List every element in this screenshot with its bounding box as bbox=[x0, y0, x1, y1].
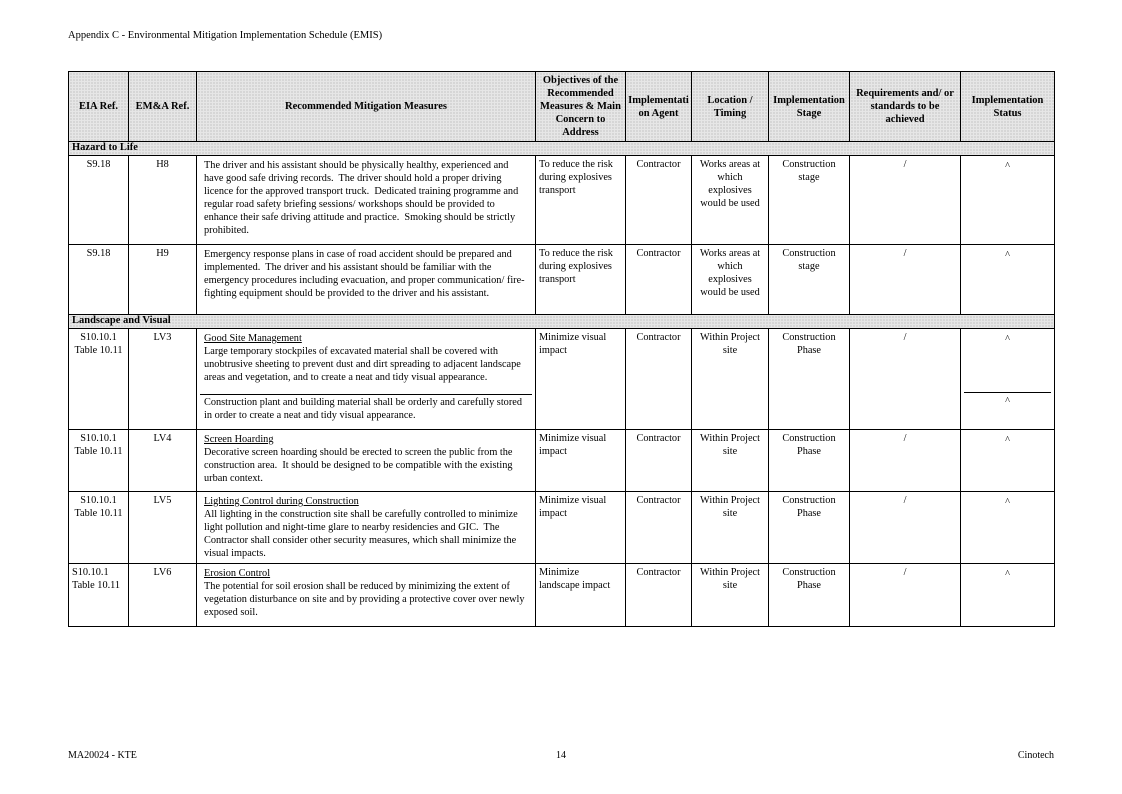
status-mark: ^ bbox=[1005, 396, 1010, 407]
appendix-title: Appendix C - Environmental Mitigation Implementation Schedule (EMIS) bbox=[68, 30, 383, 41]
cell-objectives: Minimize visual impact bbox=[536, 430, 626, 492]
table-row bbox=[69, 430, 1055, 492]
col-header-mitigation-measures: Recommended Mitigation Measures bbox=[197, 72, 536, 142]
cell-implementation-agent: Contractor bbox=[626, 492, 692, 564]
cell-implementation-status bbox=[961, 245, 1055, 315]
footer-project-ref: MA20024 - KTE bbox=[68, 750, 137, 761]
cell-mitigation-measures bbox=[197, 430, 536, 492]
cell-location-timing: Within Project site bbox=[692, 329, 769, 430]
measure-text: Construction plant and building material shall be orderly and carefully stored in order to create a neat and tidy visual appearance. bbox=[204, 397, 525, 421]
measure-item bbox=[200, 566, 532, 619]
measure-item bbox=[200, 494, 532, 560]
col-header-eia-ref: EIA Ref. bbox=[69, 72, 129, 142]
measure-text: Decorative screen hoarding should be erected to screen the public from the construction area. It should be designed to be compatible with the existing urban context. bbox=[204, 447, 516, 484]
cell-objectives: Minimize landscape impact bbox=[536, 564, 626, 627]
status-mark: ^ bbox=[1005, 569, 1010, 580]
measure-heading: Screen Hoarding bbox=[204, 434, 274, 445]
measure-heading: Lighting Control during Construction bbox=[204, 496, 359, 507]
cell-objectives: To reduce the risk during explosives transport bbox=[536, 156, 626, 245]
cell-requirements: / bbox=[850, 156, 961, 245]
measure-item bbox=[200, 247, 532, 300]
cell-implementation-agent: Contractor bbox=[626, 329, 692, 430]
cell-implementation-stage: Construction Phase bbox=[769, 430, 850, 492]
col-header-implementation-stage: Implementation Stage bbox=[769, 72, 850, 142]
status-mark: ^ bbox=[1005, 161, 1010, 172]
cell-implementation-status bbox=[961, 329, 1055, 430]
measure-text: All lighting in the construction site shall be carefully controlled to minimize light pollution and night-time glare to nearby residencies and GIC. The Contractor shall consider other security measures, which shall minimize the visual impacts. bbox=[204, 509, 521, 559]
cell-location-timing: Within Project site bbox=[692, 564, 769, 627]
cell-implementation-stage: Construction stage bbox=[769, 245, 850, 315]
table-row bbox=[69, 492, 1055, 564]
section-title: Landscape and Visual bbox=[69, 315, 1055, 329]
cell-implementation-stage: Construction Phase bbox=[769, 564, 850, 627]
measure-heading: Erosion Control bbox=[204, 568, 271, 579]
measure-text: The potential for soil erosion shall be reduced by minimizing the extent of vegetation disturbance on site and by providing a protective cover over newly exposed soil. bbox=[204, 581, 528, 618]
section-title: Hazard to Life bbox=[69, 142, 1055, 156]
cell-implementation-agent: Contractor bbox=[626, 430, 692, 492]
measure-text: Emergency response plans in case of road accident should be prepared and implemented. The driver and his assistant should be familiar with the emergency procedures including evacuation, and proper communication/ fire-fighting equipment should be provided to the driver and his assistant. bbox=[204, 249, 525, 299]
col-header-objectives: Objectives of the Recommended Measures & Main Concern to Address bbox=[536, 72, 626, 142]
cell-mitigation-measures bbox=[197, 245, 536, 315]
cell-requirements: / bbox=[850, 564, 961, 627]
col-header-implementation-agent: Implementati on Agent bbox=[626, 72, 692, 142]
col-header-implementation-status: Implementation Status bbox=[961, 72, 1055, 142]
status-mark: ^ bbox=[964, 331, 1051, 393]
col-header-location-timing: Location / Timing bbox=[692, 72, 769, 142]
cell-mitigation-measures bbox=[197, 564, 536, 627]
cell-ema-ref: LV3 bbox=[129, 329, 197, 430]
section-row-hazard-to-life bbox=[69, 142, 1055, 156]
measure-heading: Good Site Management bbox=[204, 333, 302, 344]
cell-objectives: Minimize visual impact bbox=[536, 329, 626, 430]
cell-ema-ref: H8 bbox=[129, 156, 197, 245]
cell-eia-ref: S10.10.1 Table 10.11 bbox=[69, 430, 129, 492]
status-mark: ^ bbox=[1005, 250, 1010, 261]
cell-implementation-stage: Construction Phase bbox=[769, 492, 850, 564]
cell-eia-ref: S9.18 bbox=[69, 245, 129, 315]
measure-text: Large temporary stockpiles of excavated material shall be covered with unobtrusive sheeting to prevent dust and dirt spreading to adjacent landscape areas and vegetation, and to create a neat and tidy visual appearance. bbox=[204, 346, 524, 383]
cell-requirements: / bbox=[850, 492, 961, 564]
emis-table bbox=[68, 71, 1055, 627]
cell-mitigation-measures bbox=[197, 156, 536, 245]
col-header-requirements: Requirements and/ or standards to be achieved bbox=[850, 72, 961, 142]
cell-implementation-status bbox=[961, 492, 1055, 564]
cell-requirements: / bbox=[850, 329, 961, 430]
cell-implementation-status bbox=[961, 430, 1055, 492]
cell-location-timing: Within Project site bbox=[692, 430, 769, 492]
cell-mitigation-measures bbox=[197, 329, 536, 430]
footer-company-name: Cinotech bbox=[1017, 750, 1054, 761]
measure-item bbox=[200, 158, 532, 237]
cell-requirements: / bbox=[850, 245, 961, 315]
cell-location-timing: Within Project site bbox=[692, 492, 769, 564]
cell-objectives: To reduce the risk during explosives transport bbox=[536, 245, 626, 315]
cell-implementation-agent: Contractor bbox=[626, 245, 692, 315]
table-row bbox=[69, 329, 1055, 430]
cell-implementation-status bbox=[961, 156, 1055, 245]
section-row-landscape-and-visual bbox=[69, 315, 1055, 329]
cell-ema-ref: H9 bbox=[129, 245, 197, 315]
table-row bbox=[69, 245, 1055, 315]
cell-location-timing: Works areas at which explosives would be used bbox=[692, 245, 769, 315]
status-mark: ^ bbox=[1005, 435, 1010, 446]
cell-requirements: / bbox=[850, 430, 961, 492]
cell-ema-ref: LV5 bbox=[129, 492, 197, 564]
table-header-row bbox=[69, 72, 1055, 142]
measure-item bbox=[200, 331, 532, 395]
cell-eia-ref: S10.10.1 Table 10.11 bbox=[69, 329, 129, 430]
cell-mitigation-measures bbox=[197, 492, 536, 564]
footer-page-number: 14 bbox=[556, 750, 566, 761]
cell-eia-ref: S10.10.1 Table 10.11 bbox=[69, 564, 129, 627]
measure-text: The driver and his assistant should be physically healthy, experienced and have good safe driving records. The driver should hold a proper driving licence for the approved transport truck. Dedicated training programme and regular road safety briefing sessions/ workshops should be provided to enhance their safe driving attitude and practice. Smoking should be strictly prohibited. bbox=[204, 160, 521, 236]
cell-ema-ref: LV6 bbox=[129, 564, 197, 627]
table-row bbox=[69, 156, 1055, 245]
cell-implementation-status bbox=[961, 564, 1055, 627]
cell-implementation-agent: Contractor bbox=[626, 156, 692, 245]
cell-objectives: Minimize visual impact bbox=[536, 492, 626, 564]
table-row bbox=[69, 564, 1055, 627]
measure-item bbox=[200, 395, 532, 422]
cell-location-timing: Works areas at which explosives would be used bbox=[692, 156, 769, 245]
col-header-ema-ref: EM&A Ref. bbox=[129, 72, 197, 142]
cell-eia-ref: S9.18 bbox=[69, 156, 129, 245]
cell-implementation-stage: Construction stage bbox=[769, 156, 850, 245]
cell-eia-ref: S10.10.1 Table 10.11 bbox=[69, 492, 129, 564]
status-mark: ^ bbox=[1005, 497, 1010, 508]
cell-ema-ref: LV4 bbox=[129, 430, 197, 492]
cell-implementation-stage: Construction Phase bbox=[769, 329, 850, 430]
cell-implementation-agent: Contractor bbox=[626, 564, 692, 627]
measure-item bbox=[200, 432, 532, 485]
